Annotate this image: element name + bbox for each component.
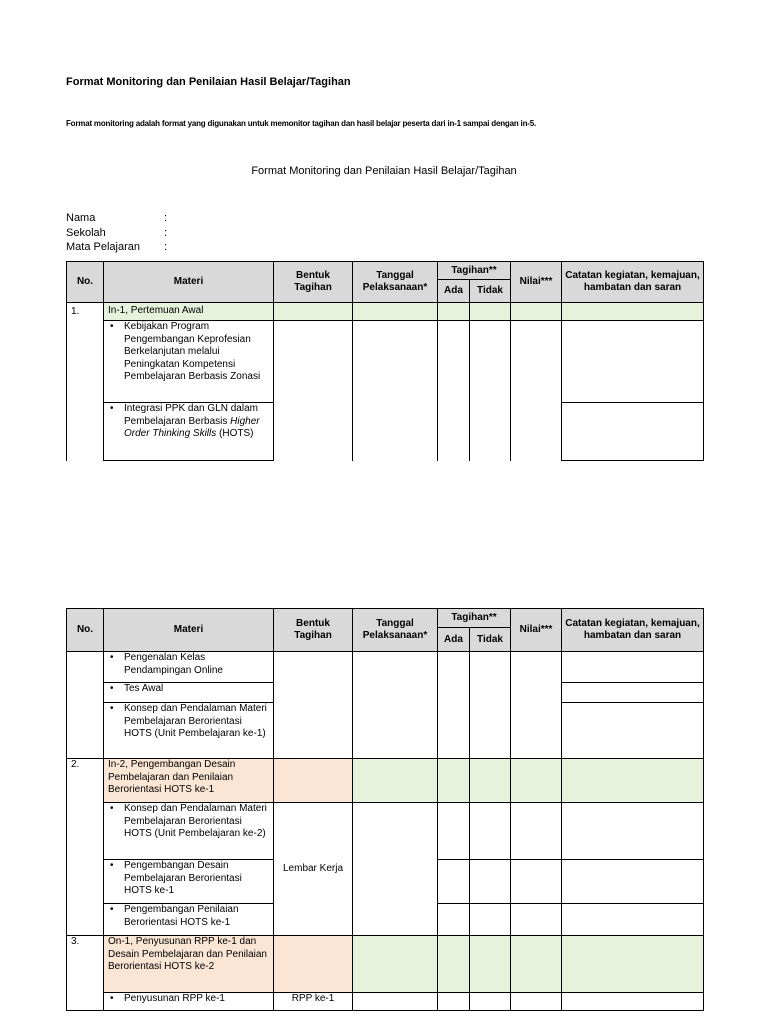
materi-item: • Konsep dan Pendalaman Materi Pembelajaran Berorientasi HOTS (Unit Pembelajaran ke-2) (124, 803, 269, 841)
field-mata-pelajaran (66, 241, 167, 253)
header-materi: Materi (104, 609, 274, 652)
list-item (104, 703, 274, 759)
header-tidak: Tidak (470, 280, 511, 303)
materi-item: • Pengenalan Kelas Pendampingan Online (124, 652, 269, 677)
row-number: 1. (67, 303, 104, 321)
session-title: On-1, Penyusunan RPP ke-1 dan Desain Pembelajaran dan Penilaian Berorientasi HOTS ke-2 (104, 936, 274, 993)
materi-item: • Penyusunan RPP ke-1 (124, 993, 269, 1006)
field-nama (66, 212, 167, 224)
list-item (104, 683, 274, 703)
list-item (104, 993, 274, 1011)
header-no: No. (67, 262, 104, 303)
header-catatan: Catatan kegiatan, kemajuan, hambatan dan saran (562, 609, 704, 652)
header-tagihan: Tagihan** (438, 262, 511, 280)
field-colon: : (164, 241, 168, 253)
header-no: No. (67, 609, 104, 652)
materi-item: • Tes Awal (124, 683, 269, 696)
field-colon: : (164, 212, 168, 224)
field-sekolah (66, 227, 167, 239)
list-item (104, 860, 274, 904)
header-nilai: Nilai*** (511, 262, 562, 303)
header-tagihan: Tagihan** (438, 609, 511, 628)
materi-item: • Konsep dan Pendalaman Materi Pembelajaran Berorientasi HOTS (Unit Pembelajaran ke-1) (124, 703, 269, 741)
document-title: Format Monitoring dan Penilaian Hasil Belajar/Tagihan (66, 76, 351, 88)
row-number: 2. (67, 759, 104, 803)
bentuk-tagihan-cell: RPP ke-1 (274, 993, 353, 1011)
list-item (104, 652, 274, 683)
intro-text: Format monitoring adalah format yang digunakan untuk memonitor tagihan dan hasil belajar peserta dari in-1 sampai dengan in-5. (66, 119, 536, 128)
header-catatan: Catatan kegiatan, kemajuan, hambatan dan saran (562, 262, 704, 303)
header-nilai: Nilai*** (511, 609, 562, 652)
list-item (104, 403, 274, 461)
materi-item: • Pengembangan Penilaian Berorientasi HOTS ke-1 (124, 904, 269, 929)
materi-item: • Integrasi PPK dan GLN dalam Pembelajaran Berbasis Higher Order Thinking Skills (HOTS) (124, 403, 269, 441)
monitoring-table-1 (66, 261, 704, 461)
header-ada: Ada (438, 628, 470, 652)
header-tanggal-pelaksanaan: Tanggal Pelaksanaan* (353, 262, 438, 303)
session-title: In-2, Pengembangan Desain Pembelajaran dan Penilaian Berorientasi HOTS ke-1 (104, 759, 274, 803)
field-label: Sekolah (66, 227, 106, 239)
list-item (104, 803, 274, 860)
row-number: 3. (67, 936, 104, 993)
header-tidak: Tidak (470, 628, 511, 652)
header-bentuk-tagihan: Bentuk Tagihan (274, 262, 353, 303)
bentuk-tagihan-cell: Lembar Kerja (274, 803, 353, 936)
header-tanggal-pelaksanaan: Tanggal Pelaksanaan* (353, 609, 438, 652)
session-title: In-1, Pertemuan Awal (104, 303, 274, 321)
materi-item: • Pengembangan Desain Pembelajaran Berorientasi HOTS ke-1 (124, 860, 269, 898)
list-item (104, 321, 274, 403)
field-label: Nama (66, 212, 96, 224)
materi-item: • Kebijakan Program Pengembangan Keprofesian Berkelanjutan melalui Peningkatan Kompetensi Pembelajaran Berbasis Zonasi (124, 321, 269, 384)
header-bentuk-tagihan: Bentuk Tagihan (274, 609, 353, 652)
list-item (104, 904, 274, 936)
header-ada: Ada (438, 280, 470, 303)
monitoring-table-2 (66, 608, 704, 1011)
field-label: Mata Pelajaran (66, 241, 140, 253)
header-materi: Materi (104, 262, 274, 303)
form-title: Format Monitoring dan Penilaian Hasil Belajar/Tagihan (251, 165, 517, 177)
field-colon: : (164, 227, 168, 239)
